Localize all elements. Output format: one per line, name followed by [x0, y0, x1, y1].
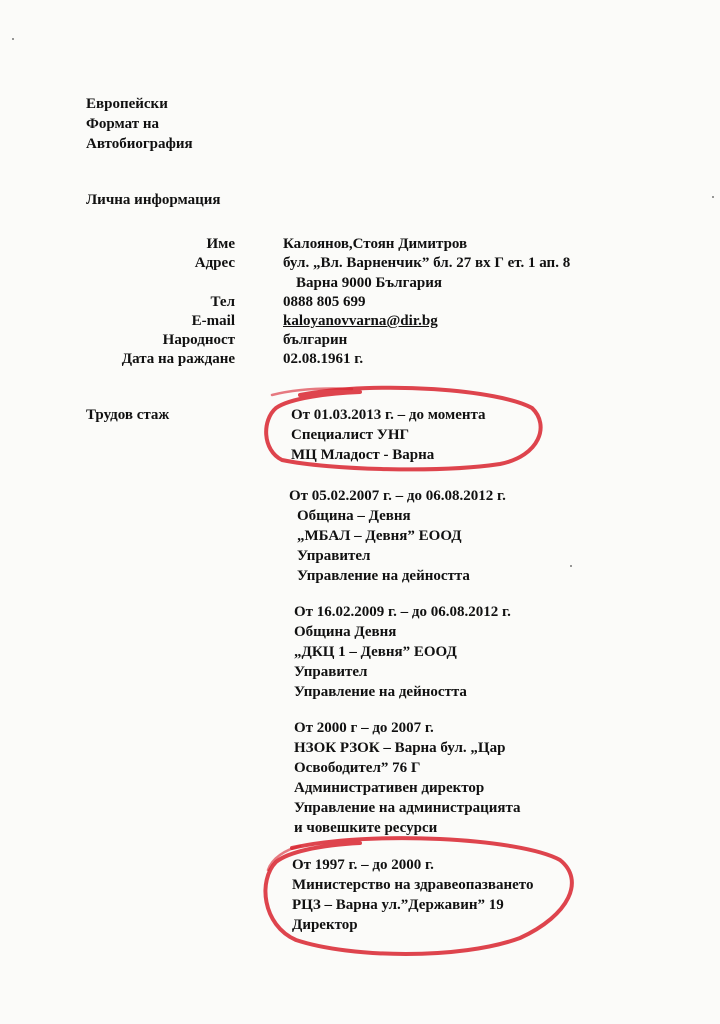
job-line: Управление на дейността [297, 568, 470, 584]
job-line: и човешките ресурси [294, 820, 438, 836]
label-email: E-mail [191, 313, 235, 329]
job-line: Директор [292, 917, 358, 933]
job-line: Министерство на здравеопазването [292, 877, 534, 893]
value-phone: 0888 805 699 [283, 294, 366, 310]
job-line: Освободител” 76 Г [294, 760, 421, 776]
value-address-city: Варна 9000 България [296, 275, 442, 291]
value-birthdate: 02.08.1961 г. [283, 351, 364, 367]
label-address: Адрес [194, 255, 235, 271]
job-line: „ДКЦ 1 – Девня” ЕООД [294, 644, 457, 660]
scan-speck [712, 196, 714, 198]
scan-speck [12, 38, 14, 40]
job-period: От 2000 г – до 2007 г. [294, 720, 434, 736]
value-name: Калоянов,Стоян Димитров [283, 236, 468, 252]
red-circle-mark [265, 838, 571, 954]
job-line: Община Девня [294, 624, 397, 640]
job-line: НЗОК РЗОК – Варна бул. „Цар [294, 740, 506, 756]
job-line: Управление на администрацията [294, 800, 521, 816]
job-line: МЦ Младост - Варна [291, 447, 435, 463]
job-line: Управител [297, 548, 371, 564]
scan-speck [570, 565, 572, 567]
job-period: От 05.02.2007 г. – до 06.08.2012 г. [289, 488, 506, 504]
label-phone: Тел [210, 294, 235, 310]
job-line: Управление на дейността [294, 684, 467, 700]
job-period: От 16.02.2009 г. – до 06.08.2012 г. [294, 604, 511, 620]
red-circle-mark [266, 388, 540, 470]
header-line-2: Формат на [86, 116, 159, 132]
header-line-3: Автобиография [86, 136, 193, 152]
job-line: Специалист УНГ [291, 427, 410, 443]
job-line: Община – Девня [297, 508, 411, 524]
job-line: Административен директор [294, 780, 485, 796]
header-line-1: Европейски [86, 96, 168, 112]
value-address: бул. „Вл. Варненчик” бл. 27 вх Г ет. 1 ап. 8 [283, 255, 571, 271]
job-period: От 01.03.2013 г. – до момента [291, 407, 486, 423]
label-birthdate: Дата на раждане [121, 351, 235, 367]
value-nationality: българин [283, 332, 348, 348]
label-name: Име [206, 236, 235, 252]
experience-section-title: Трудов стаж [86, 407, 170, 423]
job-line: „МБАЛ – Девня” ЕООД [297, 528, 462, 544]
job-line: РЦЗ – Варна ул.”Державин” 19 [292, 897, 504, 913]
job-line: Управител [294, 664, 368, 680]
label-nationality: Народност [162, 332, 235, 348]
value-email[interactable]: kaloyanovvarna@dir.bg [283, 313, 438, 329]
personal-section-title: Лична информация [86, 192, 221, 208]
job-period: От 1997 г. – до 2000 г. [292, 857, 434, 873]
